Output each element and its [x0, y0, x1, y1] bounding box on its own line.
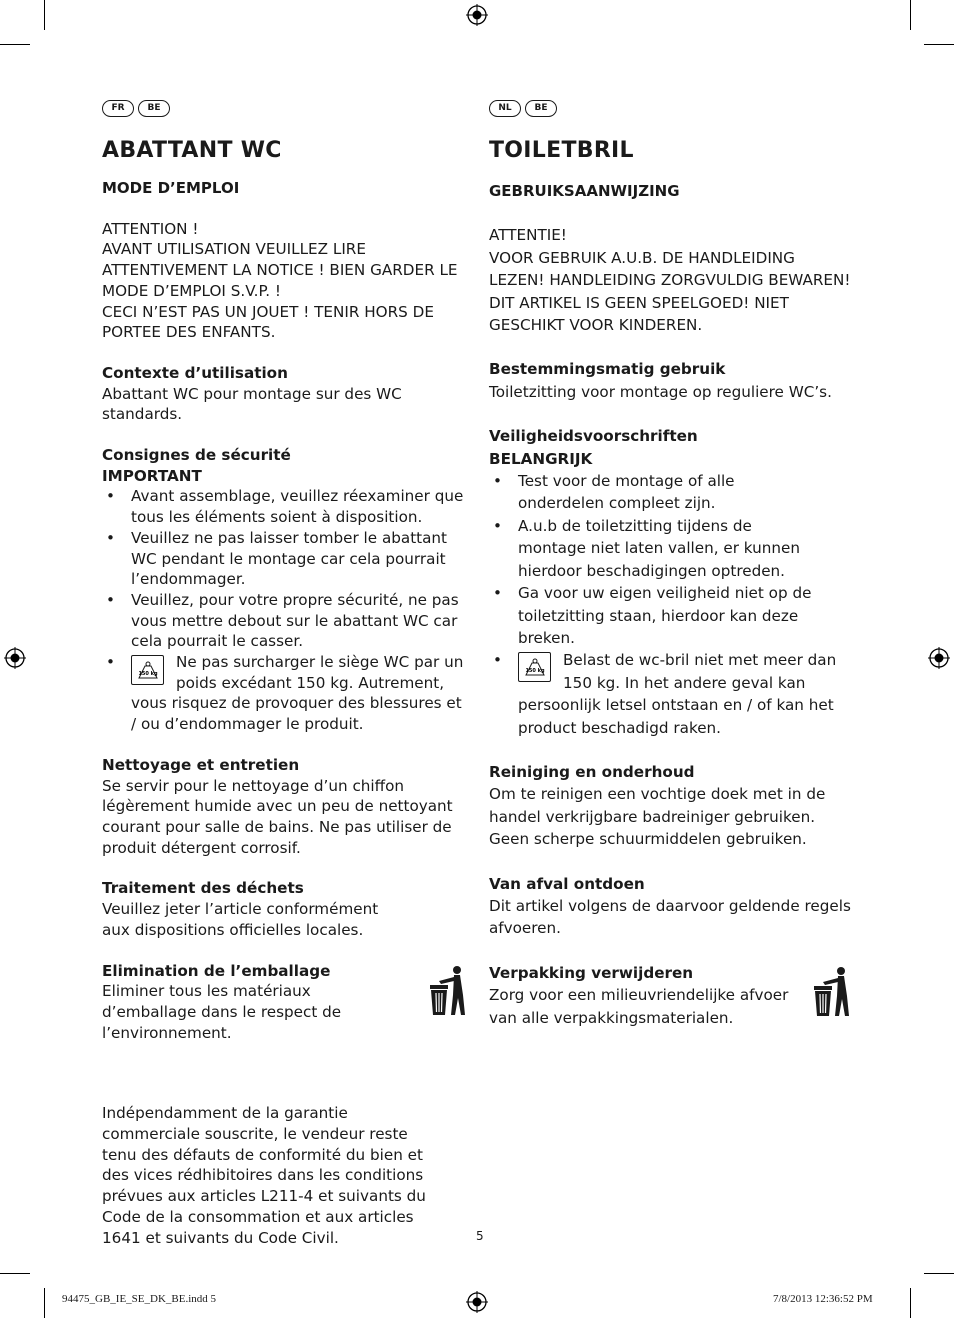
list-item: • Test voor de montage of alle onderdelen compleet zijn. [489, 470, 851, 515]
language-badge-be: BE [138, 100, 170, 117]
weight-icon-label: • 150 kg [524, 668, 545, 675]
print-slug-timestamp: 7/8/2013 12:36:52 PM [773, 1293, 873, 1305]
section-heading-waste: Van afval ontdoen [489, 874, 645, 893]
list-item: • A.u.b de toiletzitting tijdens de montage niet laten vallen, er kunnen hierdoor beschadigingen optreden. [489, 515, 851, 582]
context-text: Abattant WC pour montage sur des WC standards. [102, 384, 402, 424]
cleaning-text: Se servir pour le nettoyage d’un chiffon légèrement humide avec un peu de nettoyant courant pour salle de bains. Ne pas utiliser de produit détergent corrosif. [102, 776, 453, 857]
attention-line: AVANT UTILISATION VEUILLEZ LIRE ATTENTIVEMENT LA NOTICE ! BIEN GARDER LE MODE D’EMPLOI S.V.P. ! [102, 240, 458, 300]
warranty-text: Indépendamment de la garantie commerciale souscrite, le vendeur reste tenu des défauts de conformité du bien et des vices rédhibitoires dans les conditions prévues aux articles L211-4 et suivants du Code de la consommation et aux articles 1641 et suivants du Code Civil. [102, 1104, 426, 1247]
attention-line: DIT ARTIKEL IS GEEN SPEELGOED! NIET GESCHIKT VOOR KINDEREN. [489, 293, 789, 335]
language-badge-be: BE [525, 100, 557, 117]
waste-text: Dit artikel volgens de daarvoor geldende regels afvoeren. [489, 896, 851, 938]
weight-150kg-icon [518, 652, 551, 682]
section-heading-packaging: Elimination de l’emballage [102, 961, 331, 980]
dutch-column [489, 100, 851, 1029]
page-title: TOILETBRIL [489, 138, 634, 163]
section-heading-cleaning: Nettoyage et entretien [102, 755, 300, 774]
context-text: Toiletzitting voor montage op reguliere WC’s. [489, 382, 832, 401]
attention-line: VOOR GEBRUIK A.U.B. DE HANDLEIDING LEZEN! HANDLEIDING ZORGVULDIG BEWAREN! [489, 248, 851, 290]
list-item: • Veuillez, pour votre propre sécurité, ne pas vous mettre debout sur le abattant WC car cela pourrait le casser. [102, 590, 467, 652]
section-heading-mode-emploi: MODE D’EMPLOI [102, 179, 240, 197]
cleaning-text: Om te reinigen een vochtige doek met in de handel verkrijgbare badreiniger gebruiken. Geen scherpe schuurmiddelen gebruiken. [489, 785, 826, 849]
registration-mark-icon [4, 647, 26, 669]
registration-mark-icon [928, 647, 950, 669]
trash-bin-icon [427, 965, 467, 1019]
registration-mark-icon [466, 4, 488, 26]
important-label: IMPORTANT [102, 466, 202, 485]
language-badge-nl: NL [489, 100, 521, 117]
packaging-text: Zorg voor een milieuvriendelijke afvoer van alle verpakkingsmaterialen. [489, 986, 789, 1027]
list-item-weight [102, 652, 467, 735]
trash-bin-icon [811, 966, 851, 1020]
crop-mark [924, 44, 954, 45]
crop-mark [910, 0, 911, 30]
attention-line: ATTENTIE! [489, 226, 567, 245]
language-badges [489, 100, 851, 120]
crop-mark [0, 44, 30, 45]
section-heading-context: Contexte d’utilisation [102, 363, 288, 382]
packaging-section [102, 961, 467, 1044]
list-item-weight [489, 649, 851, 739]
section-heading-safety: Consignes de sécurité [102, 446, 291, 465]
packaging-section [489, 962, 851, 1029]
crop-mark [0, 1273, 30, 1274]
section-heading-manual: GEBRUIKSAANWIJZING [489, 182, 680, 200]
print-slug-filename: 94475_GB_IE_SE_DK_BE.indd 5 [62, 1293, 216, 1305]
section-heading-context: Bestemmingsmatig gebruik [489, 360, 726, 379]
packaging-text: Eliminer tous les matériaux d’emballage dans le respect de l’environnement. [102, 982, 342, 1042]
safety-list [102, 486, 467, 734]
weight-warning-text: Ne pas surcharger le siège WC par un poids excédant 150 kg. Autrement, vous risquez de provoquer des blessures et / ou d’endommager le produit. [131, 653, 464, 734]
section-heading-waste: Traitement des déchets [102, 879, 304, 898]
list-item: • Veuillez ne pas laisser tomber le abattant WC pendant le montage car cela pourrait l’endommager. [102, 528, 467, 590]
crop-mark [910, 1288, 911, 1318]
waste-text: Veuillez jeter l’article conformément aux dispositions officielles locales. [102, 900, 379, 939]
section-heading-safety: Veiligheidsvoorschriften [489, 427, 698, 446]
crop-mark [924, 1273, 954, 1274]
weight-warning-text: Belast de wc-bril niet met meer dan 150 kg. In het andere geval kan persoonlijk letsel ontstaan en / of kan het product beschadigd raken. [518, 651, 837, 737]
safety-list [489, 470, 851, 739]
page-title: ABATTANT WC [102, 138, 282, 163]
weight-150kg-icon [131, 655, 164, 685]
crop-mark [44, 0, 45, 30]
language-badge-fr: FR [102, 100, 134, 117]
section-heading-packaging: Verpakking verwijderen [489, 963, 694, 982]
section-heading-cleaning: Reiniging en onderhoud [489, 762, 695, 781]
important-label: BELANGRIJK [489, 449, 593, 468]
list-item: • Ga voor uw eigen veiligheid niet op de toiletzitting staan, hierdoor kan deze breken. [489, 582, 851, 649]
attention-line: CECI N’EST PAS UN JOUET ! TENIR HORS DE PORTEE DES ENFANTS. [102, 302, 434, 342]
language-badges [102, 100, 467, 120]
crop-mark [44, 1288, 45, 1318]
french-column [102, 100, 467, 1248]
weight-icon-label: • 150 kg [137, 671, 158, 678]
registration-mark-icon [466, 1291, 488, 1313]
page-number: 5 [476, 1229, 484, 1243]
list-item: • Avant assemblage, veuillez réexaminer que tous les éléments soient à disposition. [102, 486, 467, 527]
attention-line: ATTENTION ! [102, 219, 199, 238]
